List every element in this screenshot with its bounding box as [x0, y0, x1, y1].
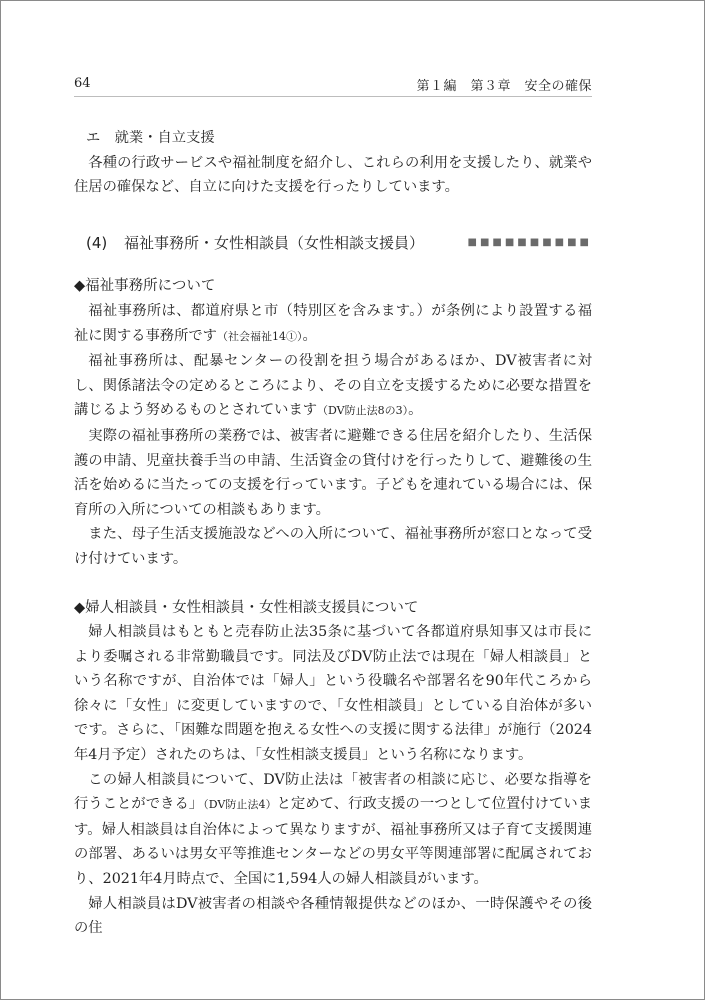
page-number: 64	[74, 76, 91, 91]
paragraph: この婦人相談員について、DV防止法は「被害者の相談に応じ、必要な指導を行うことができる」（DV防止法4）と定めて、行政支援の一つとして位置付けています。婦人相談員は自治体によって異なりますが、福祉事務所又は子育て支援関連の部署、あるいは男女平等推進センターなどの男女平等関連部署に配属されており、2021年4月時点で、全国に1,594人の婦人相談員がいます。	[74, 771, 593, 888]
section-heading-4	[74, 231, 592, 256]
spacer	[74, 572, 592, 596]
paragraph: 婦人相談員はもともと売春防止法35条に基づいて各都道府県知事又は市長により委嘱される非常勤職員です。同法及びDV防止法では現在「婦人相談員」という名称ですが、自治体では「婦人」という役職名や部署名を90年代ころから徐々に「女性」に変更していますので、「女性相談員」としている自治体が多いです。さらに、「困難な問題を抱える女性への支援に関する法律」が施行（2024年4月予定）されたのちは、「女性相談支援員」という名称になります。	[74, 624, 592, 764]
paragraph: 実際の福祉事務所の業務では、被害者に避難できる住居を紹介したり、生活保護の申請、児童扶養手当の申請、生活資金の貸付けを行ったりして、避難後の生活を始めるに当たっての支援を行っています。子どもを連れている場合には、保育所の入所についての相談もあります。	[74, 427, 592, 518]
paragraph: 福祉事務所は、都道府県と市（特別区を含みます。）が条例により設置する福祉に関する事務所です（社会福祉14①）。	[74, 302, 592, 344]
section-number: (4)	[86, 233, 108, 252]
header-rule	[74, 96, 592, 97]
paragraph: 福祉事務所は、配暴センターの役割を担う場合があるほか、DV被害者に対し、関係諸法令の定めるところにより、その自立を支援するために必要な措置を講じるよう努めるものとされています（DV防止法8の3）。	[74, 353, 592, 419]
section-title: 福祉事務所・女性相談員（女性相談支援員）	[124, 233, 425, 252]
decorative-squares: ■■■■■■■■■■	[467, 236, 592, 248]
paragraph: 各種の行政サービスや福祉制度を紹介し、これらの利用を支援したり、就業や住居の確保など、自立に向けた支援を行ったりしています。	[74, 154, 592, 196]
citation: （社会福祉14①）	[216, 329, 303, 343]
paragraph: 婦人相談員はDV被害者の相談や各種情報提供などのほか、一時保護やその後の住	[74, 895, 592, 937]
topic-heading-counselors: ◆婦人相談員・女性相談員・女性相談支援員について	[74, 599, 419, 616]
page-header	[74, 72, 592, 94]
running-head: 第１編 第３章 安全の確保	[416, 79, 592, 94]
page-body	[74, 126, 592, 941]
subsection-heading-e: エ 就業・自立支援	[86, 130, 215, 146]
citation: （DV防止法8の3）	[317, 404, 409, 418]
topic-heading-welfare-office: ◆福祉事務所について	[74, 278, 216, 295]
paragraph: また、母子生活支援施設などへの入所について、福祉事務所が窓口となって受け付けています。	[74, 526, 592, 567]
citation: （DV防止法4）	[203, 798, 277, 812]
